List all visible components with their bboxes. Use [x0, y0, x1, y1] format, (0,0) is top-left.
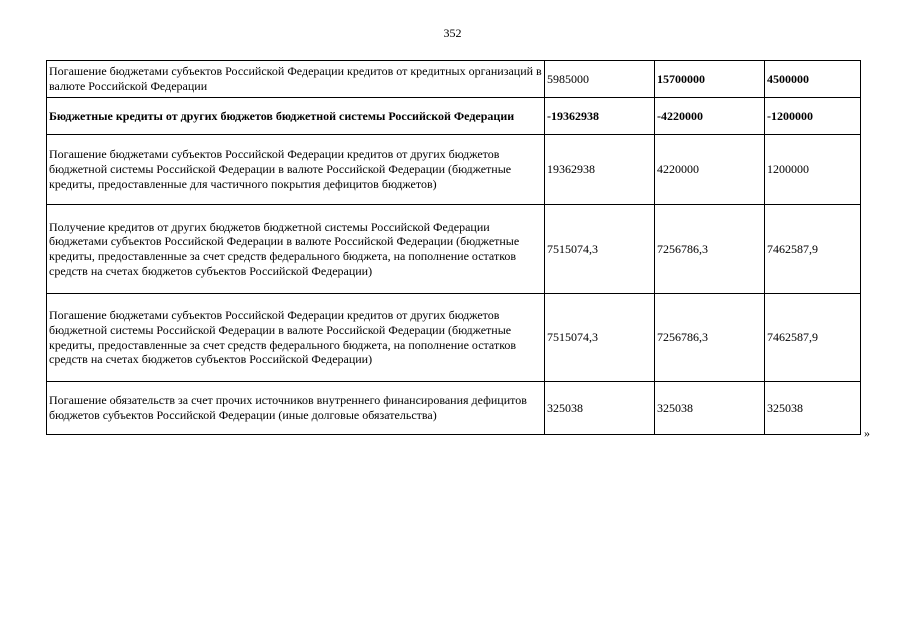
- row-value-year-2: -4220000: [655, 98, 765, 135]
- table-row: [47, 205, 861, 294]
- row-value-year-3: 7462587,9: [765, 294, 861, 382]
- row-value-year-3: 1200000: [765, 135, 861, 205]
- row-description: Бюджетные кредиты от других бюджетов бюджетной системы Российской Федерации: [47, 98, 545, 135]
- row-value-year-3: 4500000: [765, 61, 861, 98]
- closing-quote-mark: »: [864, 426, 870, 440]
- table-row: [47, 98, 861, 135]
- row-value-year-3: -1200000: [765, 98, 861, 135]
- row-value-year-1: 7515074,3: [545, 294, 655, 382]
- row-value-year-1: -19362938: [545, 98, 655, 135]
- row-description: Погашение бюджетами субъектов Российской Федерации кредитов от кредитных организаций в валюте Российской Федерации: [47, 61, 545, 98]
- table-row: [47, 61, 861, 98]
- row-description: Погашение бюджетами субъектов Российской Федерации кредитов от других бюджетов бюджетной системы Российской Федерации в валюте Российской Федерации (бюджетные кредиты, предоставленные за счет средств федерального бюджета, на пополнение остатков средств на счетах бюджетов субъектов Российской Федерации): [47, 294, 545, 382]
- table-row: [47, 135, 861, 205]
- row-value-year-1: 325038: [545, 382, 655, 435]
- row-value-year-2: 4220000: [655, 135, 765, 205]
- row-value-year-2: 325038: [655, 382, 765, 435]
- row-value-year-2: 15700000: [655, 61, 765, 98]
- row-value-year-3: 325038: [765, 382, 861, 435]
- row-description: Получение кредитов от других бюджетов бюджетной системы Российской Федерации бюджетами субъектов Российской Федерации в валюте Российской Федерации (бюджетные кредиты, предоставленные за счет средств федерального бюджета, на пополнение остатков средств на счетах бюджетов субъектов Российской Федерации): [47, 205, 545, 294]
- table-row: [47, 382, 861, 435]
- row-value-year-2: 7256786,3: [655, 294, 765, 382]
- row-value-year-1: 7515074,3: [545, 205, 655, 294]
- budget-sources-table: [46, 60, 861, 435]
- row-description: Погашение обязательств за счет прочих источников внутреннего финансирования дефицитов бюджетов субъектов Российской Федерации (иные долговые обязательства): [47, 382, 545, 435]
- row-value-year-1: 19362938: [545, 135, 655, 205]
- row-value-year-1: 5985000: [545, 61, 655, 98]
- table-row: [47, 294, 861, 382]
- row-description: Погашение бюджетами субъектов Российской Федерации кредитов от других бюджетов бюджетной системы Российской Федерации в валюте Российской Федерации (бюджетные кредиты, предоставленные для частичного покрытия дефицитов бюджетов): [47, 135, 545, 205]
- page-number: 352: [443, 26, 462, 40]
- row-value-year-2: 7256786,3: [655, 205, 765, 294]
- row-value-year-3: 7462587,9: [765, 205, 861, 294]
